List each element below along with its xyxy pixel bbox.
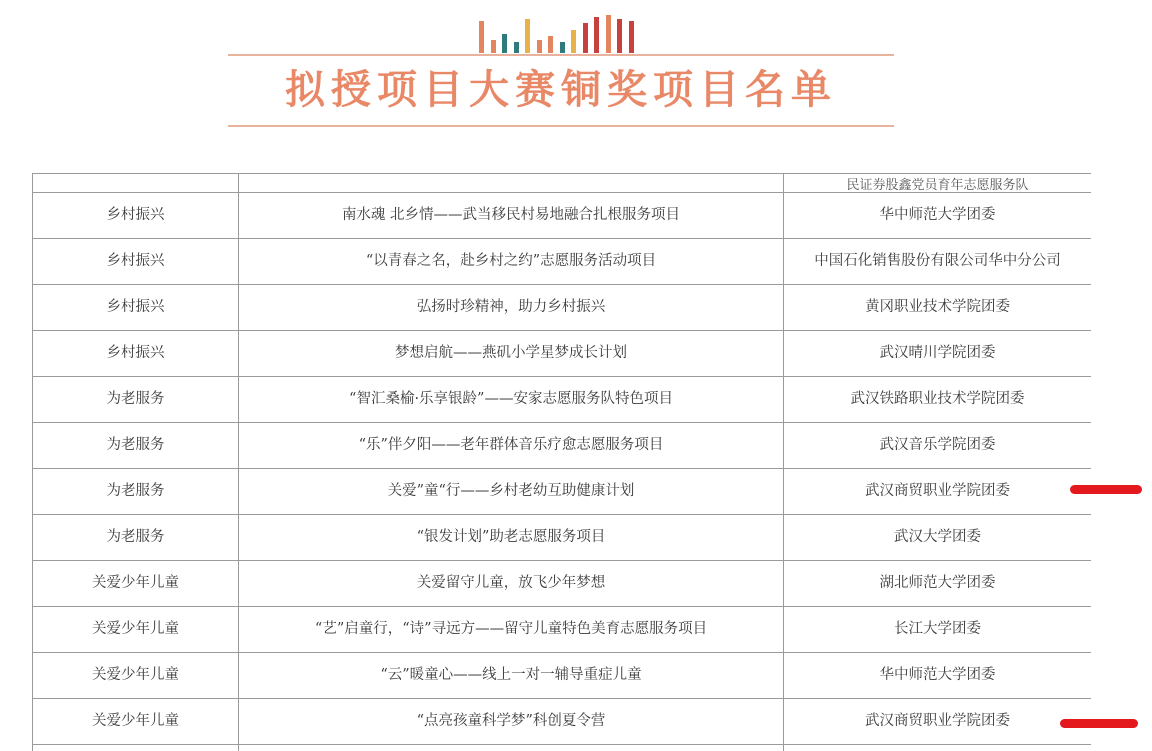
org-cell: 黄冈职业技术学院团委 [784, 285, 1092, 331]
logo-bar [606, 15, 611, 53]
project-cell: 弘扬时珍精神，助力乡村振兴 [239, 285, 784, 331]
table-row [33, 607, 1092, 653]
red-highlight-mark [1060, 719, 1138, 728]
project-cell: “以青春之名，赴乡村之约”志愿服务活动项目 [239, 239, 784, 285]
logo-bar [514, 42, 519, 53]
org-cell: 华中师范大学团委 [784, 653, 1092, 699]
table-row [33, 285, 1092, 331]
title-top-rule [228, 54, 894, 56]
project-cell [239, 745, 784, 751]
logo-bar [617, 19, 622, 53]
table-row-partial [33, 174, 1092, 193]
project-cell: “智汇桑榆·乐享银龄”——安家志愿服务队特色项目 [239, 377, 784, 423]
logo-bar [583, 23, 588, 53]
project-cell: “云”暖童心——线上一对一辅导重症儿童 [239, 653, 784, 699]
category-cell: 关爱少年儿童 [33, 561, 239, 607]
logo-bar [571, 30, 576, 53]
org-cell: 民证券股鑫党员育年志愿服务队 [784, 174, 1092, 193]
table-row [33, 377, 1092, 423]
logo-bar [548, 36, 553, 53]
logo-bar [525, 19, 530, 53]
logo-bar [491, 40, 496, 53]
category-cell: 为老服务 [33, 377, 239, 423]
award-list-table [32, 173, 1091, 751]
category-cell: 关爱少年儿童 [33, 607, 239, 653]
table-row [33, 469, 1092, 515]
category-cell: 为老服务 [33, 515, 239, 561]
table-row [33, 561, 1092, 607]
logo-bar [594, 17, 599, 53]
project-cell: 南水魂 北乡情——武当移民村易地融合扎根服务项目 [239, 193, 784, 239]
table-row [33, 193, 1092, 239]
page-title: 拟授项目大赛铜奖项目名单 [285, 67, 837, 113]
org-cell: 武汉音乐学院团委 [784, 423, 1092, 469]
org-cell: 武汉铁路职业技术学院团委 [784, 377, 1092, 423]
category-cell: 关爱少年儿童 [33, 699, 239, 745]
org-cell: 武汉商贸职业学院团委 [784, 469, 1092, 515]
project-cell: 关爱留守儿童，放飞少年梦想 [239, 561, 784, 607]
logo-bar [537, 40, 542, 53]
project-cell: “艺”启童行，“诗”寻远方——留守儿童特色美育志愿服务项目 [239, 607, 784, 653]
table-row [33, 239, 1092, 285]
project-cell: “点亮孩童科学梦”科创夏令营 [239, 699, 784, 745]
org-cell: 中国石化销售股份有限公司华中分公司 [784, 239, 1092, 285]
bar-chart-logo [479, 15, 643, 53]
org-cell: 武汉晴川学院团委 [784, 331, 1092, 377]
project-cell: 梦想启航——燕矶小学星梦成长计划 [239, 331, 784, 377]
org-cell: 华中师范大学团委 [784, 193, 1092, 239]
category-cell: 为老服务 [33, 469, 239, 515]
project-cell: “银发计划”助老志愿服务项目 [239, 515, 784, 561]
category-cell: 关爱少年儿童 [33, 653, 239, 699]
org-cell: 武汉商贸职业学院团委 [784, 699, 1092, 745]
category-cell: 乡村振兴 [33, 239, 239, 285]
category-cell: 乡村振兴 [33, 331, 239, 377]
logo-bar [479, 21, 484, 53]
org-cell: 湖北师范大学团委 [784, 561, 1092, 607]
table-row [33, 745, 1092, 751]
red-highlight-mark [1070, 485, 1142, 494]
logo-bar [629, 21, 634, 53]
category-cell [33, 745, 239, 751]
org-cell: 长江大学团委 [784, 607, 1092, 653]
project-cell: “乐”伴夕阳——老年群体音乐疗愈志愿服务项目 [239, 423, 784, 469]
logo-bar [502, 34, 507, 53]
table-row [33, 423, 1092, 469]
table-row [33, 331, 1092, 377]
title-bottom-rule [228, 125, 894, 127]
table-row [33, 699, 1092, 745]
project-cell [239, 174, 784, 193]
project-cell: 关爱”童“行——乡村老幼互助健康计划 [239, 469, 784, 515]
category-cell: 为老服务 [33, 423, 239, 469]
document-header [0, 0, 1152, 140]
category-cell [33, 174, 239, 193]
table-row [33, 653, 1092, 699]
category-cell: 乡村振兴 [33, 285, 239, 331]
table-row [33, 515, 1092, 561]
org-cell [784, 745, 1092, 751]
category-cell: 乡村振兴 [33, 193, 239, 239]
logo-bar [560, 42, 565, 53]
org-cell: 武汉大学团委 [784, 515, 1092, 561]
